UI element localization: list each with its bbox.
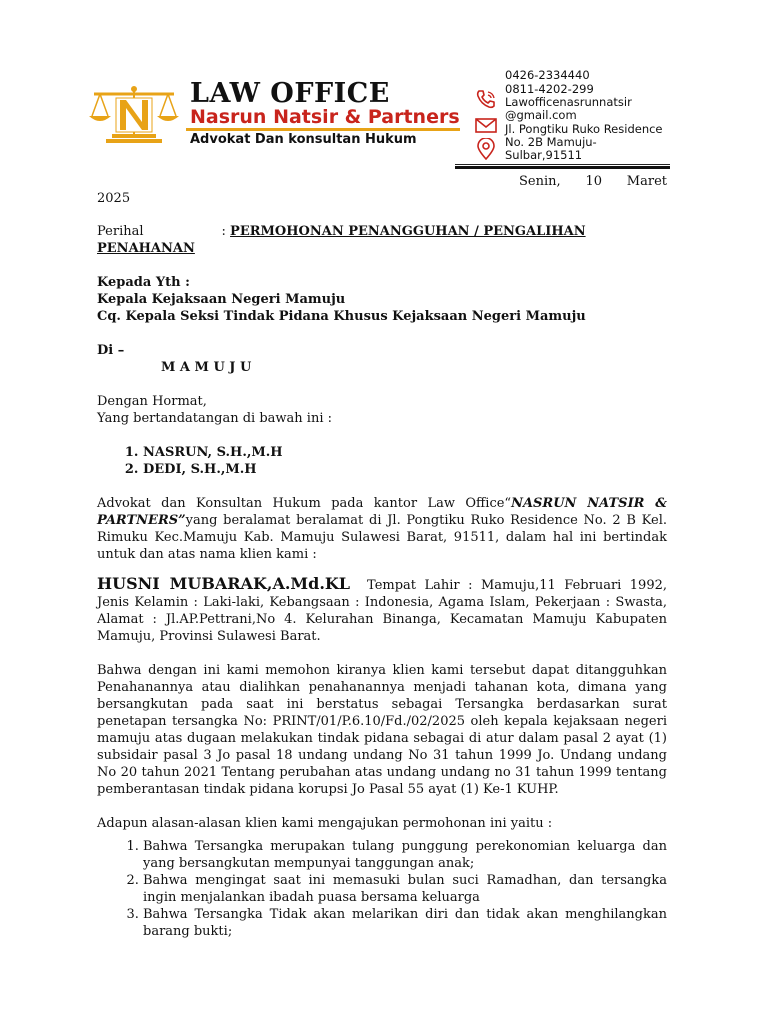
subject	[97, 223, 667, 257]
paragraph-client	[97, 575, 667, 645]
signatory-list	[97, 444, 667, 478]
phone-2: 0811-4202-299	[505, 82, 594, 96]
firm-name: Nasrun Natsir & Partners	[190, 106, 460, 128]
client-name: HUSNI MUBARAK,A.Md.KL	[97, 574, 351, 593]
address-line-3: Sulbar,91511	[505, 148, 583, 162]
reasons-intro: Adapun alasan-alasan klien kami mengajukan permohonan ini yaitu :	[97, 816, 553, 831]
gold-divider	[186, 128, 460, 131]
paragraph-advokat	[97, 495, 667, 563]
subject-text-2: PENAHANAN	[97, 241, 195, 256]
signatory-intro: Yang bertandatangan di bawah ini :	[97, 411, 332, 426]
advokat-post: yang beralamat beralamat di Jl. Pongtiku Ruko Residence No. 2 B Kel. Rimuku Kec.Mamuju Kab. Mamuju Sulawesi Barat, 91511, dalam hal ini bertindak untuk dan atas nama klien kami :	[97, 513, 667, 562]
subject-label: Perihal	[97, 224, 144, 239]
advokat-firm: NASRUN NATSIR & PARTNERS”	[97, 496, 667, 528]
scales-logo-icon	[86, 84, 182, 144]
reason-item: 3. Bahwa Tersangka Tidak akan melarikan diri dan tidak akan menghilangkan barang bukti;	[143, 906, 667, 940]
date-line	[97, 173, 667, 190]
phone-1: 0426-2334440	[505, 68, 590, 82]
reasons-list	[97, 838, 667, 940]
recipient-di: Di –	[97, 343, 125, 358]
advokat-pre: Advokat dan Konsultan Hukum pada kantor Law Office“	[97, 496, 512, 511]
subject-text: PERMOHONAN PENANGGUHAN / PENGALIHAN	[230, 224, 586, 239]
address-line-2: No. 2B Mamuju-	[505, 135, 597, 149]
letter-body	[97, 173, 667, 940]
client-details: Tempat Lahir : Mamuju,11 Februari 1992, Jenis Kelamin : Laki-laki, Kebangsaan : Indonesia, Agama Islam, Pekerjaan : Swasta, Alamat : Jl.AP.Pettrani,No 4. Kelurahan Binanga, Kecamatan Mamuju Kabupaten Mamuju, Provinsi Sulawesi Barat.	[97, 578, 668, 644]
firm-tagline: Advokat Dan konsultan Hukum	[190, 132, 417, 147]
email-line-1: Lawofficenasrunnatsir	[505, 95, 632, 109]
header-rule-thick	[455, 166, 670, 169]
recipient-line-3: Cq. Kepala Seksi Tindak Pidana Khusus Kejaksaan Negeri Mamuju	[97, 309, 586, 324]
location-pin-icon	[474, 138, 498, 160]
signatory-item: 1. NASRUN, S.H.,M.H	[143, 444, 667, 461]
address-line-1: Jl. Pongtiku Ruko Residence	[505, 122, 663, 136]
mail-icon	[474, 114, 498, 136]
date-year: 2025	[97, 191, 131, 206]
firm-title: LAW OFFICE	[190, 78, 390, 109]
header-rule-thin	[455, 164, 670, 165]
recipient-line-1: Kepada Yth :	[97, 275, 190, 290]
reason-item: 2. Bahwa mengingat saat ini memasuki bulan suci Ramadhan, dan tersangka ingin menjalankan ibadah puasa bersama keluarga	[143, 872, 667, 906]
letterhead	[0, 0, 768, 170]
email-line-2: @gmail.com	[505, 108, 577, 122]
recipient-city: M A M U J U	[161, 360, 252, 375]
phone-icon	[474, 88, 498, 110]
greeting: Dengan Hormat,	[97, 394, 207, 409]
subject-colon: :	[221, 224, 226, 239]
signatory-item: 2. DEDI, S.H.,M.H	[143, 461, 667, 478]
paragraph-request: Bahwa dengan ini kami memohon kiranya klien kami tersebut dapat ditangguhkan Penahanannya atau dialihkan penahanannya menjadi tahanan kota, dimana yang bersangkutan pada saat ini berstatus sebagai Tersangka berdasarkan surat penetapan tersangka No: PRINT/01/P.6.10/Fd./02/2025 oleh kepala kejaksaan negeri mamuju atas dugaan melakukan tindak pidana sebagai di atur dalam pasal 2 ayat (1) subsidair pasal 3 Jo pasal 18 undang undang No 31 tahun 1999 Jo. Undang undang No 20 tahun 2021 Tentang perubahan atas undang undang no 31 tahun 1999 tentang pemberantasan tindak pidana korupsi Jo Pasal 55 ayat (1) Ke-1 KUHP.	[97, 663, 667, 797]
date-text: Senin, 10 Maret	[519, 174, 667, 189]
recipient-line-2: Kepala Kejaksaan Negeri Mamuju	[97, 292, 346, 307]
reason-item: 1. Bahwa Tersangka merupakan tulang punggung perekonomian keluarga dan yang bersangkutan mempunyai tanggungan anak;	[143, 838, 667, 872]
